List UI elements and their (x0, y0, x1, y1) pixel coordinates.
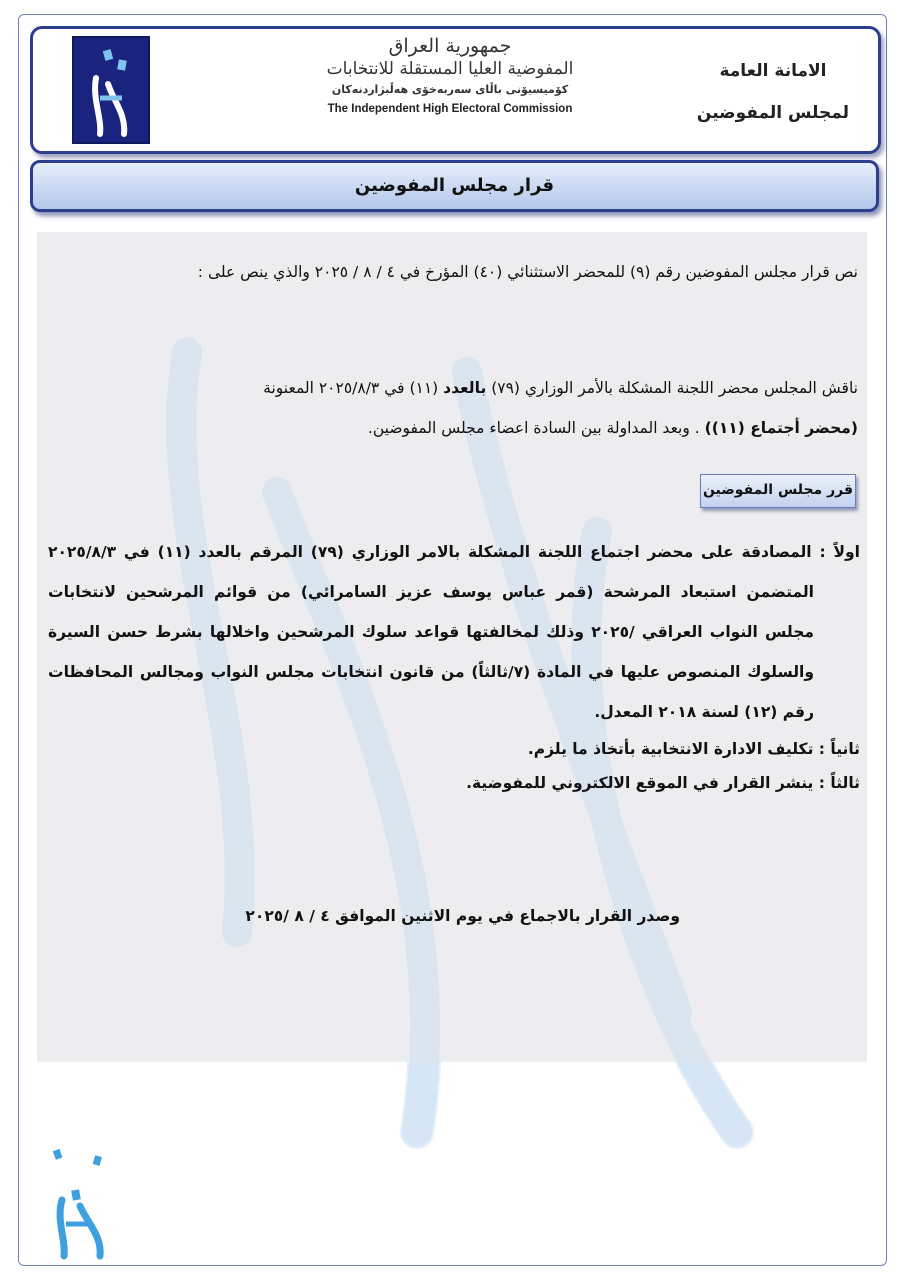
discussion-paragraph (50, 368, 858, 448)
ballot-logo-icon (74, 38, 148, 142)
document-title: قرار مجلس المفوضين (354, 175, 555, 196)
decision-items (48, 532, 860, 800)
footer-logo-icon (44, 1140, 114, 1260)
discussion-text-3: . وبعد المداولة بين السادة اعضاء مجلس المفوضين. (367, 419, 705, 437)
secretariat-block (697, 50, 849, 134)
decision-item-2-label: ثانياً : (813, 740, 860, 758)
discussion-bold-2: (محضر أجتماع (١١)) (704, 419, 858, 437)
secretariat-line2: لمجلس المفوضين (696, 103, 849, 123)
decision-item-1 (48, 532, 860, 732)
commission-name-english: The Independent High Electoral Commission (327, 103, 573, 115)
decision-item-3-text: ينشر القرار في الموقع الالكتروني للمفوضية. (466, 774, 814, 792)
decided-label-box (700, 474, 856, 508)
document-title-bar (30, 160, 879, 212)
discussion-text-1: ناقش المجلس محضر اللجنة المشكلة بالأمر الوزاري (٧٩) (486, 379, 858, 397)
secretariat-line1: الامانة العامة (719, 61, 827, 81)
decision-item-3 (48, 766, 860, 800)
decision-item-2 (48, 732, 860, 766)
commission-name-arabic: المفوضية العليا المستقلة للانتخابات (326, 59, 574, 79)
commission-name-kurdish: كۆمیسیۆنی باڵای سەربەخۆی هەڵبژاردنەکان (331, 83, 569, 96)
discussion-bold-1: بالعدد (443, 379, 487, 397)
decision-item-1-text: المصادقة على محضر اجتماع اللجنة المشكلة بالامر الوزاري (٧٩) المرقم بالعدد (١١) في ٢٠٢٥/٨/٣ المتضمن استبعاد المرشحة (قمر عباس يوسف عزيز السامرائي) من قوائم المرشحين لانتخابات مجلس النواب العراقي /٢٠٢٥ وذلك لمخالفتها قواعد سلوك المرشحين واخلالها بشرط حسن السيرة والسلوك المنصوص عليها في المادة (٧/ثالثاً) من قانون انتخابات مجلس النواب ومجالس المحافظات رقم (١٢) لسنة ٢٠١٨ المعدل. (48, 543, 815, 721)
decision-item-3-label: ثالثاً : (813, 774, 860, 792)
commission-logo (72, 36, 150, 144)
issuance-statement: وصدر القرار بالاجماع في يوم الاثنين الموافق ٤ / ٨ /٢٠٢٥ (245, 907, 680, 925)
decision-item-1-label: اولاً : (811, 543, 860, 561)
republic-name: جمهورية العراق (388, 35, 512, 57)
intro-paragraph: نص قرار مجلس المفوضين رقم (٩) للمحضر الاستثنائي (٤٠) المؤرخ في ٤ / ٨ / ٢٠٢٥ والذي ينص على : (197, 263, 858, 281)
decision-item-2-text: تكليف الادارة الانتخابية بأتخاذ ما يلزم. (527, 740, 814, 758)
commission-name-block (300, 34, 600, 146)
decided-label: قرر مجلس المفوضين (702, 482, 854, 498)
discussion-text-2: (١١) في ٢٠٢٥/٨/٣ المعنونة (263, 379, 444, 397)
